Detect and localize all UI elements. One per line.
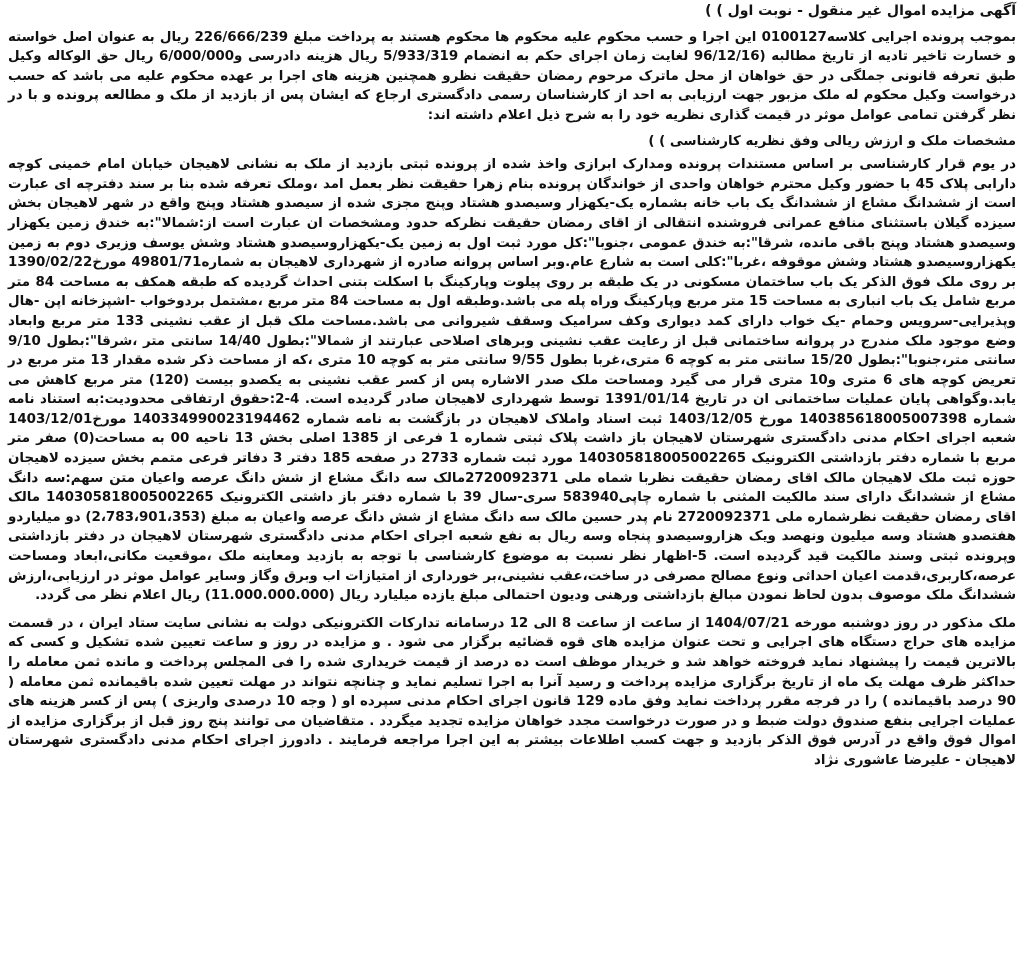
property-description-paragraph: در یوم قرار کارشناسی بر اساس مستندات پرونده ومدارک ابرازی واخذ شده از پرونده ثبتی بازدید از ملک به نشانی لاهیجان خیابان امام خمینی کوچه دارابی پلاک 45 با حضور وکیل محترم خواهان واحدی از خواندگان پرونده بنام زهرا حقیقت نظر بعمل امد ،وملک تعرفه شده بنا بر سند دفترچه ای عبارت است از ششدانگ مشاع از ششدانگ یک باب خانه بشماره یک-یکهزار وسیصدو هشتاد وپنج مجزی شده از سیصدو هشتاد وپنج واقع در شهر لاهیجان بخش سیزده گیلان باستثنای منافع عمرانی فروشنده انتقالی از اقای رمضان حقیقت نظرکه حدود ومشخصات ان عبارت است از:شمالا":به خندق زمین یکهزار وسیصدو هشتاد وپنج باقی مانده، شرقا":به خندق عمومی ،جنوبا":کل مورد ثبت اول به زمین یک-یکهزاروسیصدو هشتاد وشش یوسف وزیری دوم به زمین یکهزاروسیصدو هشتاد وشش موقوفه ،غربا":کلی است به شارع عام.وبر اساس پروانه صادره از شهرداری لاهیجان به شماره49801/71 مورخ1390/02/22 بر روی ملک فوق الذکر یک باب ساختمان مسکونی در یک طبقه بر روی پیلوت وپارکینگ با اسکلت بتنی احداث گردیده که طبقه همکف به مساحت 84 متر مربع شامل یک باب انباری به مساحت 15 متر مربع وپارکینگ وراه پله می باشد.وطبقه اول به مساحت 84 متر مربع ،مشتمل بردوخواب -اشپزخانه اپن -هال وپذیرایی-سرویس وحمام -یک خواب دارای کمد دیواری وکف سرامیک وسقف شیروانی می باشد.مساحت ملک قبل از عقب نشینی 133 متر مربع وابعاد وضع موجود ملک مندرج در پروانه ساختمانی قبل از رعایت عقب نشینی وبرهای اصلاحی عبارتند از شمالا":بطول 14/40 سانتی متر ،شرقا":بطول 9/10 سانتی متر،جنوبا":بطول 15/20 سانتی متر به کوچه 6 متری،غربا بطول 9/55 سانتی متر به کوچه 10 متری ،که از مساحت ذکر شده مقدار 13 متر مربع در تعریض کوچه های 6 متری و10 متری قرار می گیرد ومساحت ملک صدر الاشاره پس از کسر عقب نشینی به یکصدو بیست (120) متر مربع کاهش می یابد.وگواهی پایان عملیات ساختمانی ان در تاریخ 1391/01/14 توسط شهرداری لاهیجان صادر گردیده است. 4-2:حقوق ارتفاقی محدودیت:به استناد نامه شماره 140385618005007398 مورخ 1403/12/05 ثبت اسناد واملاک لاهیجان در بازگشت به نامه شماره 140334990023194462 مورخ1403/12/01 شعبه اجرای احکام مدنی دادگستری شهرستان لاهیجان باز داشت پلاک ثبتی شماره 1 فرعی از 1385 اصلی بخش 13 ناحیه 00 به مساحت(0) صفر متر مربع با شماره دفتر بازداشتی الکترونیک 140305818005002265 مورد ثبت شماره 2733 در صفحه 185 دفتر 3 دفاتر فرعی متمم بخش سیزده لاهیجان حوزه ثبت ملک لاهیجان مالک اقای رمضان حقیقت نظربا شماه ملی 2720092371مالک سه دانگ مشاع از شش دانگ عرصه واعیان متن سهم:سه دانگ مشاع از ششدانگ دارای سند مالکیت المثنی با شماره چاپی583940 سری-سال 39 با شماره دفتر باز داشتی الکترونیک 140305818005002265 مالک اقای رمضان حقیقت نظرشماره ملی 2720092371 نام پدر حسین مالک سه دانگ مشاع از شش دانگ عرصه واعیان به مبلغ (2،783،901،353) دو میلیاردو هفتصدو هشتاد وسه میلیون ونهصد ویک هزاروسیصدو پنجاه وسه ریال به نفع شعبه اجرای احکام مدنی دادگستری شهرستان لاهیجان در دفتر بازداشتی وپرونده ثبتی وسند مالکیت قید گردیده است. 5-اظهار نظر نسبت به موضوع کارشناسی با توجه به بازدید ومعاینه ملک ،موقعیت مکانی،ابعاد ومساحت عرصه،کاربری،قدمت اعیان احداثی ونوع مصالح مصرفی در ساخت،عقب نشینی،بر خورداری از امتیازات اب وبرق وگاز وسایر عوامل موثر در ارزیابی،ارزش ششدانگ ملک موصوف بدون لحاظ نمودن مبالغ بازداشتی ورهنی ودیون احتمالی مبلغ یازده میلیارد ریال (11.000.000.000) ریال اعلام نظر می گردد. [8,157,1017,604]
property-section-heading: مشخصات ملک و ارزش ریالی وفق نظریه کارشناسی ) ) [648,133,1016,149]
paragraph-spacer [8,606,1016,614]
notice-intro-paragraph: بموجب پرونده اجرایی کلاسه0100127 این اجرا و حسب محکوم علیه محکوم ها محکوم هستند به پرداخت مبلغ 226/666/239 ریال به عنوان اصل خواسته و خسارت تاخیر تادیه از تاریخ مطالبه (96/12/16 لغایت زمان اجرای حکم به انضمام 5/933/319 ریال هزینه دادرسی و6/000/000 ریال حق الوکاله وکیل طبق تعرفه قانونی جملگی در حق خواهان از محل ماترک مرحوم رمضان حقیقت نظرو همچنین هزینه های اجرا بر عهده محکوم علیه می باشد که حسب درخواست وکیل محکوم له ملک مزبور جهت ارزیابی به احد از کارشناسان رسمی دادگستری ارجاع که ایشان پس از بازدید از ملک و مطالعه پرونده و با در نظر گرفتن تمامی عوامل موثر در قیمت گذاری نظریه خود را به شرح ذیل اعلام داشته اند: [8,29,1016,123]
auction-terms-paragraph: ملک مذکور در روز دوشنبه مورخه 1404/07/21 از ساعت از ساعت 8 الی 12 درسامانه تدارکات الکترونیکی دولت به نشانی سایت ستاد ایران ، در قسمت مزایده های حراج دستگاه های اجرایی و تحت عنوان مزایده های قوه قضائیه برگزار می شود . و مزایده در روز و ساعت تعیین شده تشکیل و کسی که بالاترین قیمت را پیشنهاد نماید فروخته خواهد شد و خریدار موظف است ده درصد از قیمت خریداری شده را فی المجلس پرداخت و مانده ثمن معامله را حداکثر ظرف مهلت یک ماه از تاریخ برگزاری مزایده پرداخت و رسید آنرا به اجرا تسلیم نماید و چنانچه نتواند در مهلت تعیین شده باقیمانده ثمن معامله ( 90 درصد باقیمانده ) را در فرجه مقرر پرداخت نماید وفق ماده 129 قانون اجرای احکام مدنی سپرده او ( وجه 10 درصدی واریزی ) پس از کسر هزینه های عملیات اجرایی بنفع صندوق دولت ضبط و در صورت درخواست مجدد خواهان مزایده تجدید میگردد . متقاضیان می توانند پنج روز قبل از برگزاری مزایده از اموال فوق واقع در آدرس فوق الذکر بازدید و جهت کسب اطلاعات بیشتر به این اجرا مراجعه فرمایند . دادورز اجرای احکام مدنی دادگستری شهرستان لاهیجان - علیرضا عاشوری نژاد [8,615,1016,768]
notice-title: آگهی مزایده اموال غیر منقول - نوبت اول ) ) [705,3,1016,19]
